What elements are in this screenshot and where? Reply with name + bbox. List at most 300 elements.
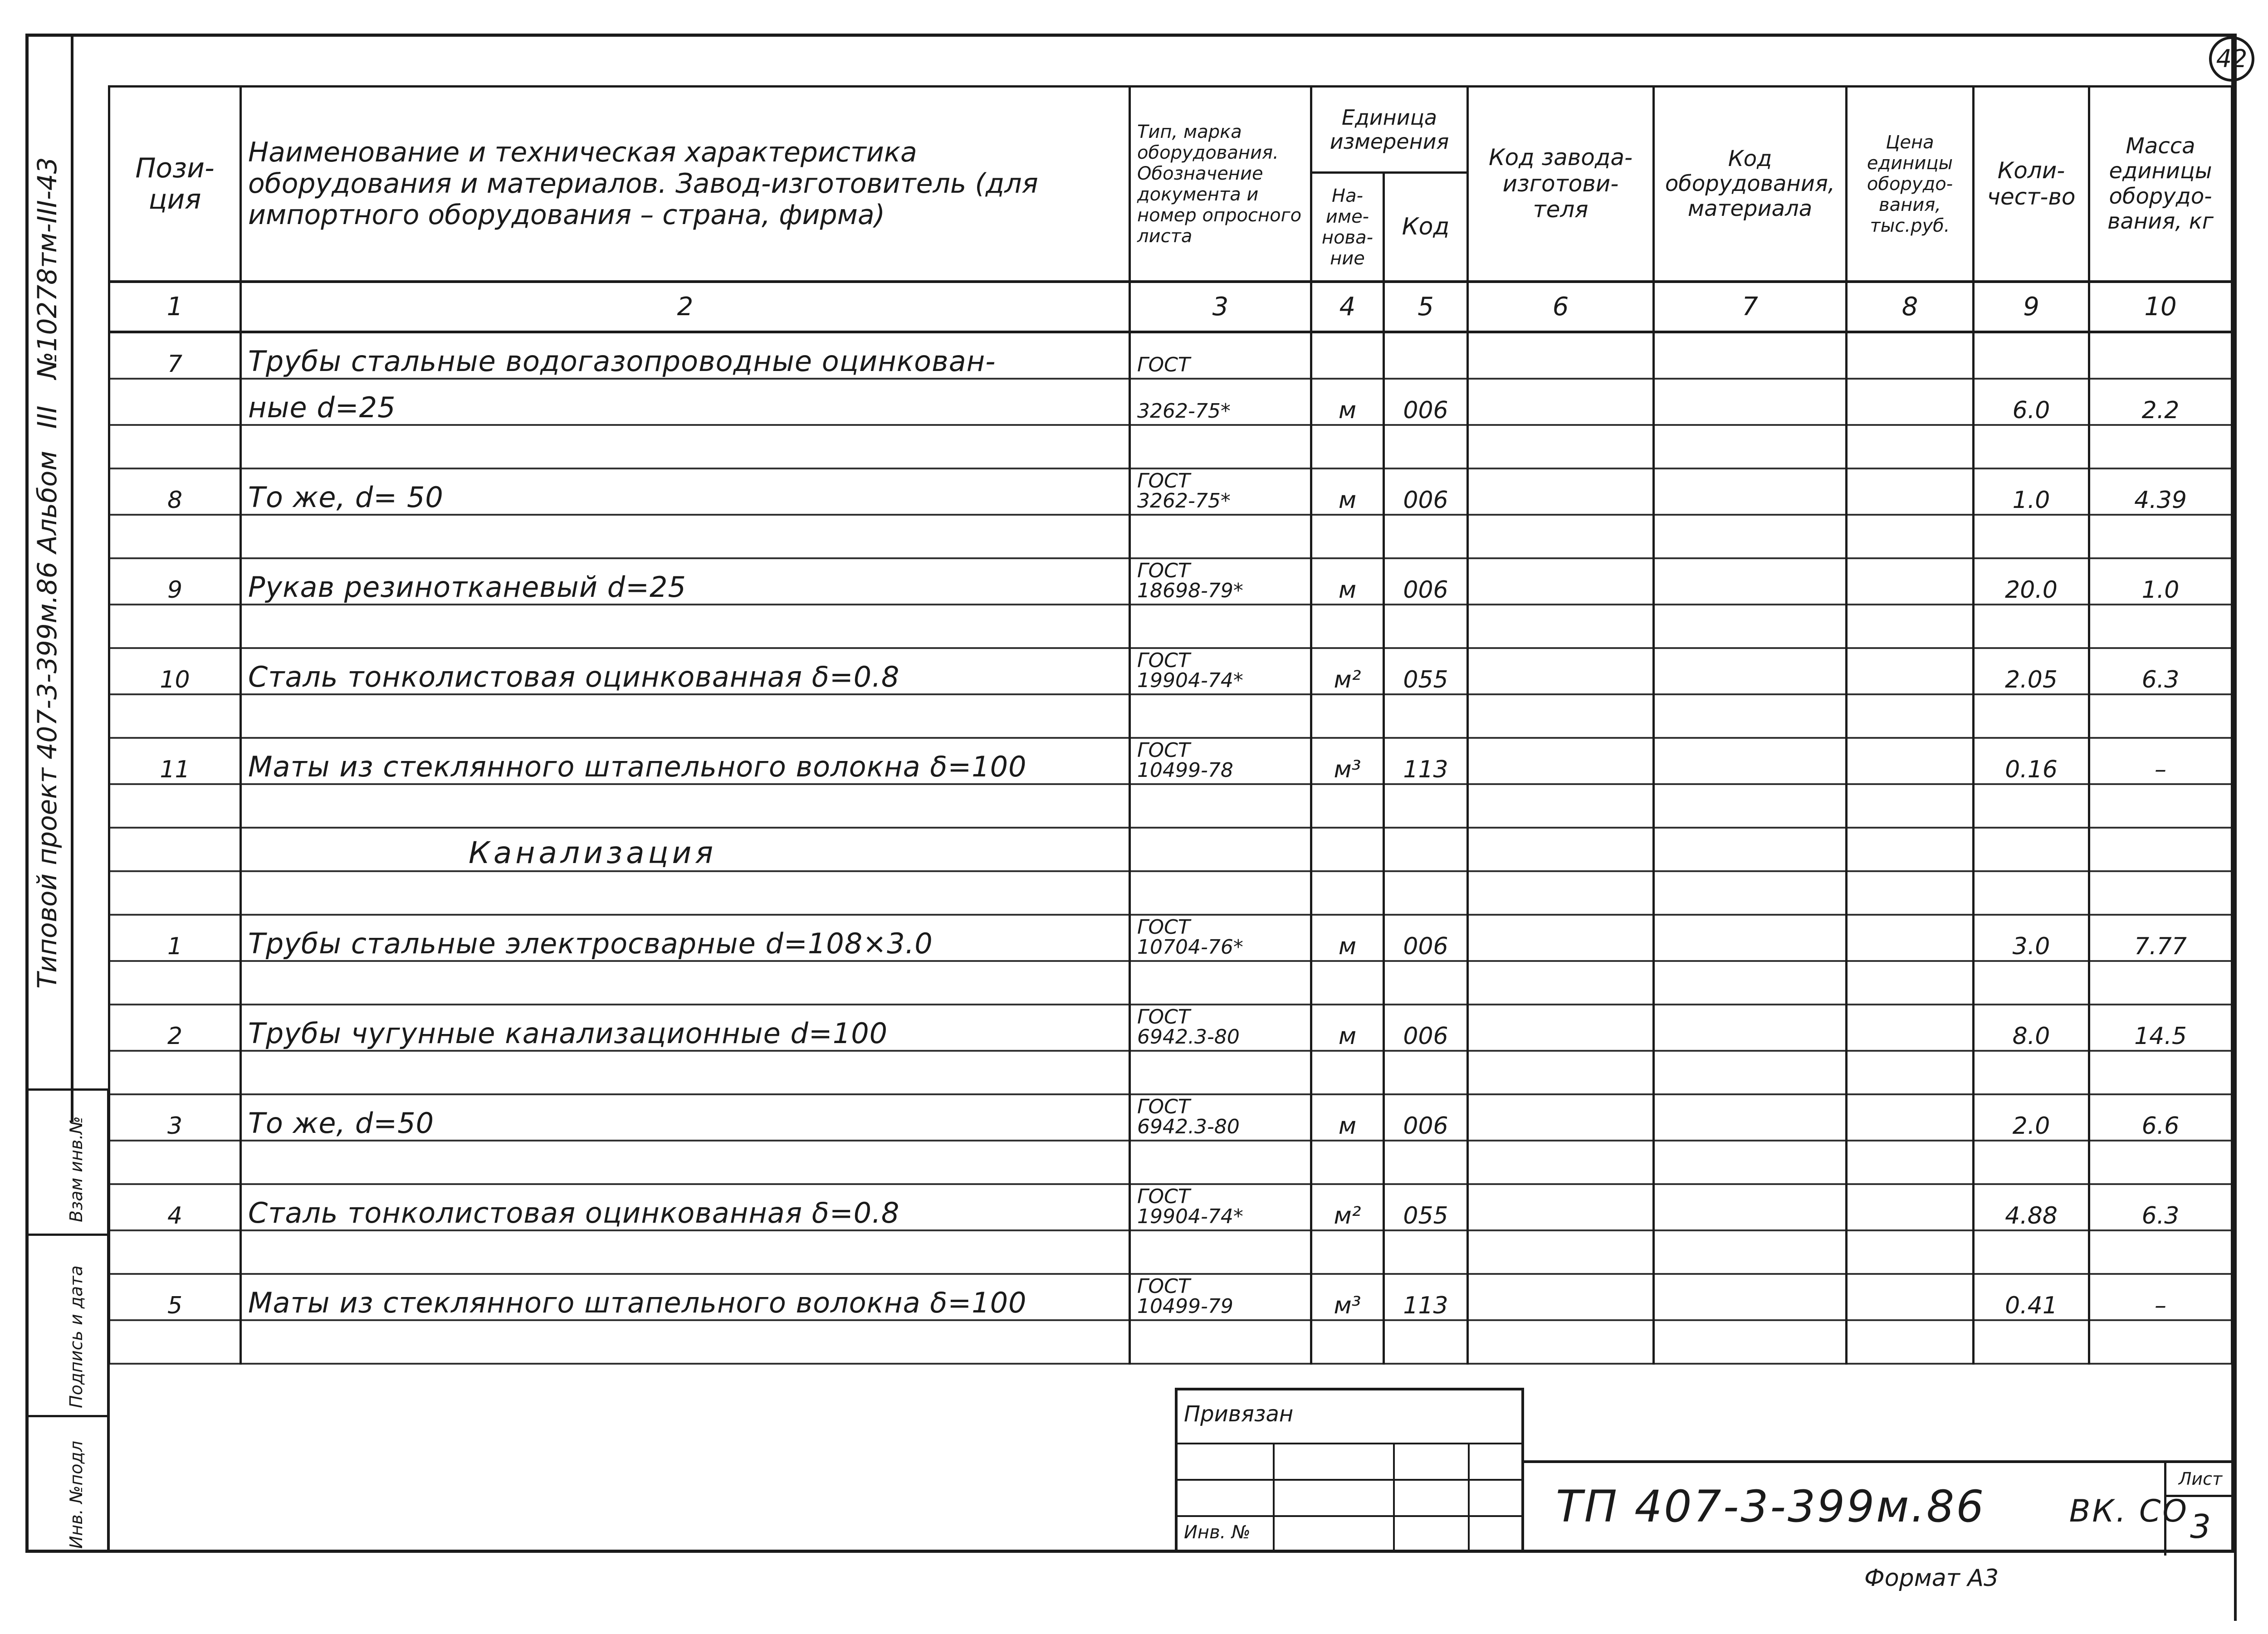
table-cell xyxy=(1384,515,1468,558)
stamp-line xyxy=(1393,1443,1395,1550)
price-cell xyxy=(1847,648,1974,694)
quantity-cell: 4.88 xyxy=(1974,1184,2089,1230)
name-cell: Сталь тонколистовая оцинкованная δ=0.8 xyxy=(241,648,1130,694)
gost-cell: ГОСТ 10704-76* xyxy=(1130,915,1311,961)
factory-code-cell xyxy=(1468,558,1654,605)
stamp-title: Привязан xyxy=(1184,1401,1294,1427)
table-spacer-row xyxy=(109,1320,2232,1364)
table-header xyxy=(109,87,2232,282)
unit-cell: м³ xyxy=(1311,1274,1384,1320)
table-cell xyxy=(1654,425,1847,468)
table-cell xyxy=(1384,961,1468,1005)
sheet-label: Лист xyxy=(2166,1463,2234,1497)
table-cell xyxy=(1654,961,1847,1005)
gost-cell: ГОСТ 10499-79 xyxy=(1130,1274,1311,1320)
page-number: 42 xyxy=(2209,36,2254,82)
factory-code-cell xyxy=(1468,1005,1654,1051)
table-cell xyxy=(1468,694,1654,738)
table-section-row xyxy=(109,828,2232,871)
table-cell xyxy=(1468,961,1654,1005)
name-cell: ные d=25 xyxy=(241,379,1130,425)
table-cell xyxy=(1654,1230,1847,1274)
stamp-line xyxy=(1178,1443,1521,1444)
header-factory-code: Код завода-изготови-теля xyxy=(1468,87,1654,282)
factory-code-cell xyxy=(1468,1094,1654,1141)
mass-cell: – xyxy=(2089,1274,2232,1320)
header-mass: Масса единицы оборудо-вания, кг xyxy=(2089,87,2232,282)
table-cell xyxy=(1654,1141,1847,1184)
table-row xyxy=(109,558,2232,605)
table-cell xyxy=(1311,515,1384,558)
position-cell: 4 xyxy=(109,1184,241,1230)
table-cell xyxy=(241,425,1130,468)
table-row xyxy=(109,915,2232,961)
table-cell xyxy=(2089,828,2232,871)
stamp-inv-label: Инв. № xyxy=(1184,1522,1251,1543)
table-cell xyxy=(109,828,241,871)
table-cell xyxy=(1130,784,1311,828)
gost-cell: ГОСТ 6942.3-80 xyxy=(1130,1005,1311,1051)
table-cell xyxy=(109,1230,241,1274)
header-type: Тип, марка оборудования. Обозначение документа и номер опросного листа xyxy=(1130,87,1311,282)
table-cell xyxy=(1384,425,1468,468)
table-cell xyxy=(1311,694,1384,738)
unit-cell: м² xyxy=(1311,648,1384,694)
unit-code-cell xyxy=(1384,332,1468,379)
stamp-line xyxy=(1468,1443,1470,1550)
position-cell: 10 xyxy=(109,648,241,694)
mass-cell: 2.2 xyxy=(2089,379,2232,425)
margin-divider xyxy=(71,34,73,1122)
table-cell xyxy=(109,871,241,915)
price-cell xyxy=(1847,1184,1974,1230)
position-cell: 9 xyxy=(109,558,241,605)
table-row xyxy=(109,332,2232,379)
table-cell xyxy=(1384,1051,1468,1094)
strip-cell xyxy=(25,1234,107,1417)
quantity-cell: 2.0 xyxy=(1974,1094,2089,1141)
table-cell xyxy=(1974,784,2089,828)
designation-number: ТП 407-3-399м.86 xyxy=(1556,1481,1986,1532)
factory-code-cell xyxy=(1468,648,1654,694)
table-cell xyxy=(109,694,241,738)
table-cell xyxy=(1130,1051,1311,1094)
price-cell xyxy=(1847,332,1974,379)
material-code-cell xyxy=(1654,915,1847,961)
table-cell xyxy=(109,1320,241,1364)
left-margin-inventory: №10278тм-III-43 xyxy=(32,157,63,379)
column-number: 3 xyxy=(1130,282,1311,332)
table-spacer-row xyxy=(109,1051,2232,1094)
header-unit-group: Единица измерения xyxy=(1311,87,1468,173)
price-cell xyxy=(1847,738,1974,784)
table-cell xyxy=(1974,1320,2089,1364)
table-row xyxy=(109,1005,2232,1051)
unit-code-cell: 006 xyxy=(1384,379,1468,425)
table-cell xyxy=(1974,694,2089,738)
position-cell: 7 xyxy=(109,332,241,379)
factory-code-cell xyxy=(1468,1274,1654,1320)
table-cell xyxy=(1847,784,1974,828)
name-cell: То же, d=50 xyxy=(241,1094,1130,1141)
table-spacer-row xyxy=(109,961,2232,1005)
left-margin-title: Типовой проект 407-3-399м.86 Альбом xyxy=(32,450,63,989)
mass-cell xyxy=(2089,332,2232,379)
table-cell xyxy=(1974,1141,2089,1184)
table-cell xyxy=(1974,828,2089,871)
table-cell xyxy=(1468,1230,1654,1274)
table-cell xyxy=(1311,828,1384,871)
format-label: Формат А3 xyxy=(1864,1565,1999,1592)
table-cell xyxy=(1654,605,1847,648)
column-number: 5 xyxy=(1384,282,1468,332)
table-cell xyxy=(2089,784,2232,828)
unit-cell: м³ xyxy=(1311,738,1384,784)
gost-cell: 3262-75* xyxy=(1130,379,1311,425)
table-cell xyxy=(2089,425,2232,468)
table-cell xyxy=(1311,1230,1384,1274)
column-number: 6 xyxy=(1468,282,1654,332)
name-cell: Сталь тонколистовая оцинкованная δ=0.8 xyxy=(241,1184,1130,1230)
name-cell: Трубы стальные электросварные d=108×3.0 xyxy=(241,915,1130,961)
position-cell: 8 xyxy=(109,468,241,515)
table-cell xyxy=(1130,1320,1311,1364)
table-cell xyxy=(1847,425,1974,468)
mass-cell: 6.3 xyxy=(2089,1184,2232,1230)
name-cell: Маты из стеклянного штапельного волокна δ=100 xyxy=(241,738,1130,784)
material-code-cell xyxy=(1654,1274,1847,1320)
quantity-cell: 3.0 xyxy=(1974,915,2089,961)
column-number: 7 xyxy=(1654,282,1847,332)
table-cell xyxy=(1384,828,1468,871)
quantity-cell: 20.0 xyxy=(1974,558,2089,605)
table-cell xyxy=(1974,1051,2089,1094)
table-cell xyxy=(1384,784,1468,828)
table-spacer-row xyxy=(109,871,2232,915)
gost-cell: ГОСТ 19904-74* xyxy=(1130,648,1311,694)
strip-label-signature: Подпись и дата xyxy=(66,1265,86,1408)
table-cell xyxy=(1974,605,2089,648)
table-body xyxy=(109,332,2232,1364)
table-cell xyxy=(241,1230,1130,1274)
unit-code-cell: 006 xyxy=(1384,915,1468,961)
table-cell xyxy=(1654,828,1847,871)
price-cell xyxy=(1847,1094,1974,1141)
table-cell xyxy=(2089,1230,2232,1274)
position-cell: 5 xyxy=(109,1274,241,1320)
factory-code-cell xyxy=(1468,738,1654,784)
name-cell: Рукав резинотканевый d=25 xyxy=(241,558,1130,605)
document-code: ВК. СО xyxy=(2069,1493,2189,1529)
table-cell xyxy=(1468,425,1654,468)
table-cell xyxy=(1311,1320,1384,1364)
table-cell xyxy=(241,784,1130,828)
mass-cell: 14.5 xyxy=(2089,1005,2232,1051)
stamp-line xyxy=(1178,1515,1521,1517)
table-cell xyxy=(1654,515,1847,558)
unit-cell: м xyxy=(1311,915,1384,961)
table-cell xyxy=(1468,784,1654,828)
table-cell xyxy=(1847,515,1974,558)
table-cell xyxy=(1847,961,1974,1005)
document-designation xyxy=(1556,1481,2189,1532)
table-cell xyxy=(1311,871,1384,915)
gost-cell: ГОСТ 18698-79* xyxy=(1130,558,1311,605)
unit-code-cell: 113 xyxy=(1384,738,1468,784)
position-cell: 3 xyxy=(109,1094,241,1141)
table-cell xyxy=(1654,1051,1847,1094)
table-spacer-row xyxy=(109,425,2232,468)
table-cell xyxy=(241,871,1130,915)
unit-code-cell: 055 xyxy=(1384,648,1468,694)
header-unit-code: Код xyxy=(1384,173,1468,282)
name-cell: Трубы чугунные канализационные d=100 xyxy=(241,1005,1130,1051)
table-cell xyxy=(241,961,1130,1005)
material-code-cell xyxy=(1654,468,1847,515)
table-cell xyxy=(1847,871,1974,915)
position-cell xyxy=(109,379,241,425)
quantity-cell: 0.41 xyxy=(1974,1274,2089,1320)
material-code-cell xyxy=(1654,558,1847,605)
table-cell xyxy=(1130,961,1311,1005)
table-cell xyxy=(1654,871,1847,915)
table-cell xyxy=(1847,605,1974,648)
price-cell xyxy=(1847,1005,1974,1051)
table-cell xyxy=(1974,1230,2089,1274)
table-cell xyxy=(1847,1141,1974,1184)
table-cell xyxy=(1384,1141,1468,1184)
unit-code-cell: 006 xyxy=(1384,468,1468,515)
unit-code-cell: 006 xyxy=(1384,1094,1468,1141)
unit-code-cell: 006 xyxy=(1384,558,1468,605)
left-approval-strip xyxy=(25,1088,110,1553)
table-cell xyxy=(1468,828,1654,871)
factory-code-cell xyxy=(1468,379,1654,425)
table-cell xyxy=(109,1141,241,1184)
header-price: Цена единицы оборудо-вания, тыс.руб. xyxy=(1847,87,1974,282)
sheet-box xyxy=(2164,1463,2234,1556)
header-name: Наименование и техническая характеристика оборудования и материалов. Завод-изготовитель (для импортного оборудования – страна, фирма) xyxy=(241,87,1130,282)
unit-cell xyxy=(1311,332,1384,379)
gost-cell: ГОСТ 19904-74* xyxy=(1130,1184,1311,1230)
table-cell xyxy=(1468,1320,1654,1364)
table-cell xyxy=(1130,1141,1311,1184)
position-cell: 11 xyxy=(109,738,241,784)
table-cell xyxy=(241,605,1130,648)
table-cell xyxy=(1847,1051,1974,1094)
stamp-line xyxy=(1178,1479,1521,1481)
unit-cell: м xyxy=(1311,468,1384,515)
material-code-cell xyxy=(1654,1094,1847,1141)
table-row xyxy=(109,1184,2232,1230)
unit-code-cell: 055 xyxy=(1384,1184,1468,1230)
header-quantity: Коли-чест-во xyxy=(1974,87,2089,282)
factory-code-cell xyxy=(1468,468,1654,515)
table-spacer-row xyxy=(109,694,2232,738)
table-cell xyxy=(2089,961,2232,1005)
gost-cell: ГОСТ 6942.3-80 xyxy=(1130,1094,1311,1141)
table-cell xyxy=(1654,784,1847,828)
table-cell xyxy=(1130,605,1311,648)
table-cell xyxy=(1468,871,1654,915)
section-title: Канализация xyxy=(241,828,1130,871)
table-cell xyxy=(1384,1320,1468,1364)
table-cell xyxy=(1654,694,1847,738)
table-cell xyxy=(1384,605,1468,648)
table-cell xyxy=(109,515,241,558)
table-cell xyxy=(1311,961,1384,1005)
quantity-cell: 8.0 xyxy=(1974,1005,2089,1051)
column-number: 4 xyxy=(1311,282,1384,332)
table-cell xyxy=(2089,694,2232,738)
price-cell xyxy=(1847,558,1974,605)
unit-cell: м xyxy=(1311,1005,1384,1051)
table-row xyxy=(109,648,2232,694)
unit-cell: м xyxy=(1311,558,1384,605)
column-number: 10 xyxy=(2089,282,2232,332)
table-cell xyxy=(1311,425,1384,468)
position-cell: 1 xyxy=(109,915,241,961)
table-cell xyxy=(1384,694,1468,738)
table-spacer-row xyxy=(109,515,2232,558)
table-cell xyxy=(2089,871,2232,915)
name-cell: Маты из стеклянного штапельного волокна δ=100 xyxy=(241,1274,1130,1320)
quantity-cell: 1.0 xyxy=(1974,468,2089,515)
unit-cell: м xyxy=(1311,1094,1384,1141)
mass-cell: 7.77 xyxy=(2089,915,2232,961)
price-cell xyxy=(1847,379,1974,425)
table-cell xyxy=(1130,694,1311,738)
mass-cell: 6.6 xyxy=(2089,1094,2232,1141)
table-cell xyxy=(1468,515,1654,558)
table-cell xyxy=(241,1141,1130,1184)
column-number: 8 xyxy=(1847,282,1974,332)
table-cell xyxy=(1130,871,1311,915)
factory-code-cell xyxy=(1468,915,1654,961)
table-cell xyxy=(1847,1230,1974,1274)
material-code-cell xyxy=(1654,379,1847,425)
table-cell xyxy=(1468,1141,1654,1184)
strip-label-inventory: Инв. №подл xyxy=(66,1440,86,1549)
material-code-cell xyxy=(1654,738,1847,784)
table-cell xyxy=(2089,605,2232,648)
column-number: 9 xyxy=(1974,282,2089,332)
material-code-cell xyxy=(1654,332,1847,379)
table-cell xyxy=(109,1051,241,1094)
unit-code-cell: 006 xyxy=(1384,1005,1468,1051)
strip-cell xyxy=(25,1415,107,1553)
unit-code-cell: 113 xyxy=(1384,1274,1468,1320)
table-cell xyxy=(1974,871,2089,915)
table-row xyxy=(109,1094,2232,1141)
table-cell xyxy=(1311,1051,1384,1094)
header-position: Пози- ция xyxy=(109,87,241,282)
column-number: 1 xyxy=(109,282,241,332)
mass-cell: – xyxy=(2089,738,2232,784)
mass-cell: 4.39 xyxy=(2089,468,2232,515)
column-number-row xyxy=(109,282,2232,332)
table-row xyxy=(109,738,2232,784)
table-cell xyxy=(1468,605,1654,648)
table-cell xyxy=(1384,871,1468,915)
table-cell xyxy=(241,1051,1130,1094)
table-cell xyxy=(109,784,241,828)
table-spacer-row xyxy=(109,1230,2232,1274)
stamp-line xyxy=(1273,1443,1275,1550)
unit-cell: м xyxy=(1311,379,1384,425)
table-cell xyxy=(2089,1320,2232,1364)
table-cell xyxy=(1130,828,1311,871)
table-cell xyxy=(2089,515,2232,558)
table-spacer-row xyxy=(109,784,2232,828)
factory-code-cell xyxy=(1468,1184,1654,1230)
price-cell xyxy=(1847,468,1974,515)
table-cell xyxy=(2089,1051,2232,1094)
table-cell xyxy=(1311,605,1384,648)
mass-cell: 1.0 xyxy=(2089,558,2232,605)
table-row xyxy=(109,1274,2232,1320)
table-cell xyxy=(1384,1230,1468,1274)
table-cell xyxy=(241,515,1130,558)
binding-stamp xyxy=(1175,1388,1524,1553)
table-cell xyxy=(1974,515,2089,558)
gost-cell: ГОСТ 3262-75* xyxy=(1130,468,1311,515)
table-cell xyxy=(1847,1320,1974,1364)
factory-code-cell xyxy=(1468,332,1654,379)
specification-table xyxy=(108,85,2233,1365)
table-row xyxy=(109,468,2232,515)
name-cell: Трубы стальные водогазопроводные оцинкован- xyxy=(241,332,1130,379)
title-block xyxy=(1524,1460,2234,1556)
strip-label-replacement: Взам инв.№ xyxy=(66,1116,86,1222)
gost-cell: ГОСТ 10499-78 xyxy=(1130,738,1311,784)
table-cell xyxy=(1130,515,1311,558)
table-cell xyxy=(2089,1141,2232,1184)
price-cell xyxy=(1847,915,1974,961)
table-cell xyxy=(1974,425,2089,468)
price-cell xyxy=(1847,1274,1974,1320)
table-cell xyxy=(109,425,241,468)
left-margin-volume: III xyxy=(32,405,63,429)
table-cell xyxy=(109,605,241,648)
table-cell xyxy=(1130,425,1311,468)
table-row xyxy=(109,379,2232,425)
table-spacer-row xyxy=(109,1141,2232,1184)
table-cell xyxy=(1130,1230,1311,1274)
unit-cell: м² xyxy=(1311,1184,1384,1230)
header-material-code: Код оборудования, материала xyxy=(1654,87,1847,282)
quantity-cell: 0.16 xyxy=(1974,738,2089,784)
table-cell xyxy=(1847,694,1974,738)
table-cell xyxy=(1654,1320,1847,1364)
strip-cell xyxy=(25,1088,107,1236)
quantity-cell xyxy=(1974,332,2089,379)
table-cell xyxy=(1311,1141,1384,1184)
name-cell: То же, d= 50 xyxy=(241,468,1130,515)
material-code-cell xyxy=(1654,1005,1847,1051)
table-cell xyxy=(1468,1051,1654,1094)
left-margin-title-group xyxy=(32,157,63,989)
quantity-cell: 6.0 xyxy=(1974,379,2089,425)
column-number: 2 xyxy=(241,282,1130,332)
table-cell xyxy=(1311,784,1384,828)
material-code-cell xyxy=(1654,648,1847,694)
right-rule xyxy=(2234,34,2237,1621)
table-cell xyxy=(1974,961,2089,1005)
quantity-cell: 2.05 xyxy=(1974,648,2089,694)
gost-cell: ГОСТ xyxy=(1130,332,1311,379)
table-spacer-row xyxy=(109,605,2232,648)
